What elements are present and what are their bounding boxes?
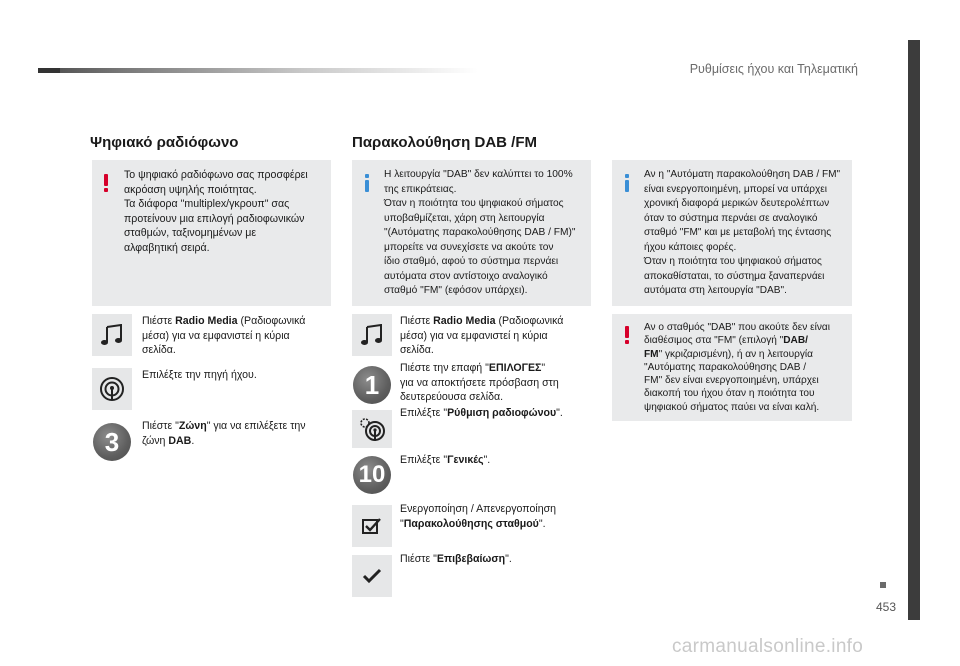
header-decor-bar: [38, 68, 478, 73]
header-decor-bar-dark: [38, 68, 60, 73]
left-warning-text: Το ψηφιακό ραδιόφωνο σας προσφέρει ακρόαση υψηλής ποιότητας. Τα διάφορα "multiplex/γκρουπ" σας προτείνουν μια επιλογή ραδιοφωνικών σταθμών, ταξινομημένων με αλφαβητική σειρά.: [124, 169, 308, 254]
checkmark-icon: [352, 555, 392, 597]
music-note-icon: [352, 314, 392, 356]
right-warning-box: [612, 314, 852, 421]
music-note-icon: [92, 314, 132, 356]
step-badge-10: 10: [353, 456, 391, 494]
page-number: 453: [876, 600, 897, 614]
warning-icon: [625, 326, 629, 344]
middle-step-4: Επιλέξτε "Γενικές".: [400, 454, 491, 466]
info-icon: [365, 174, 369, 192]
radio-signal-icon: [92, 368, 132, 410]
step-badge-1: 1: [353, 366, 391, 404]
left-step-3: Πιέστε "Ζώνη" για να επιλέξετε την ζώνη DAB.: [142, 420, 306, 447]
side-tab-bar: [908, 40, 920, 620]
header-title: Ρυθμίσεις ήχου και Τηλεματική: [689, 62, 858, 76]
middle-step-3: Επιλέξτε "Ρύθμιση ραδιοφώνου".: [400, 407, 563, 419]
middle-step-6: Πιέστε "Επιβεβαίωση".: [400, 553, 512, 565]
middle-info-text: Η λειτουργία "DAB" δεν καλύπτει το 100% της επικράτειας. Όταν η ποιότητα του ψηφιακού σήματος υποβαθμίζεται, χάρη στη λειτουργία "(Αυτόματης παρακολούθησης DAB / FM)" μπορείτε να συνεχίσετε να ακούτε τον ίδιο σταθμό, αφού το σύστημα περνάει αυτόματα στον αντίστοιχο αναλογικό σταθμό "FM" (εφόσον υπάρχει).: [384, 169, 576, 296]
page-marker: [880, 582, 886, 588]
middle-step-5: Ενεργοποίηση / Απενεργοποίηση "Παρακολούθησης σταθμού".: [400, 503, 557, 530]
right-info-text: Αν η "Αυτόματη παρακολούθηση DAB / FM" είναι ενεργοποιημένη, μπορεί να υπάρχει χρονική διαφορά μερικών δευτερολέπτων όταν το σύστημα περνάει σε αναλογικό σταθμό "FM" και με μεταβολή της έντασης ήχου κάποιες φορές. Όταν η ποιότητα του ψηφιακού σήματος αποκαθίσταται, το σύστημα ξαναπερνάει αυτόματα στη λειτουργία "DAB".: [644, 169, 841, 296]
middle-heading: Παρακολούθηση DAB /FM: [352, 134, 537, 151]
middle-step-1: Πιέστε Radio Media (Ραδιοφωνικά μέσα) για να εμφανιστεί η κύρια σελίδα.: [400, 315, 564, 356]
step-badge-3: 3: [93, 423, 131, 461]
middle-step-2: Πιέστε την επαφή "ΕΠΙΛΟΓΕΣ" για να αποκτήσετε πρόσβαση στη δευτερεύουσα σελίδα.: [400, 362, 559, 403]
watermark: carmanualsonline.info: [672, 636, 864, 657]
settings-radio-icon: [352, 410, 392, 448]
left-step-2: Επιλέξτε την πηγή ήχου.: [142, 369, 257, 381]
right-warning-text: Αν ο σταθμός "DAB" που ακούτε δεν είναι διαθέσιμος στα "FM" (επιλογή "DAB/ FM" γκριζαρισμένη), ή αν η λειτουργία "Αυτόματης παρακολούθησης DAB / FM" δεν είναι ενεργοποιημένη, υπάρχει διακοπή του ήχου όταν η ποιότητα του ψηφιακού σήματος παύει να είναι καλή.: [644, 322, 830, 413]
info-icon: [625, 174, 629, 192]
left-heading: Ψηφιακό ραδιόφωνο: [90, 134, 239, 151]
warning-icon: [104, 174, 108, 192]
right-info-box: [612, 160, 852, 306]
left-step-1: Πιέστε Radio Media (Ραδιοφωνικά μέσα) για να εμφανιστεί η κύρια σελίδα.: [142, 315, 306, 356]
left-warning-box: [92, 160, 331, 306]
checkbox-icon: [352, 505, 392, 547]
middle-info-box: [352, 160, 591, 306]
